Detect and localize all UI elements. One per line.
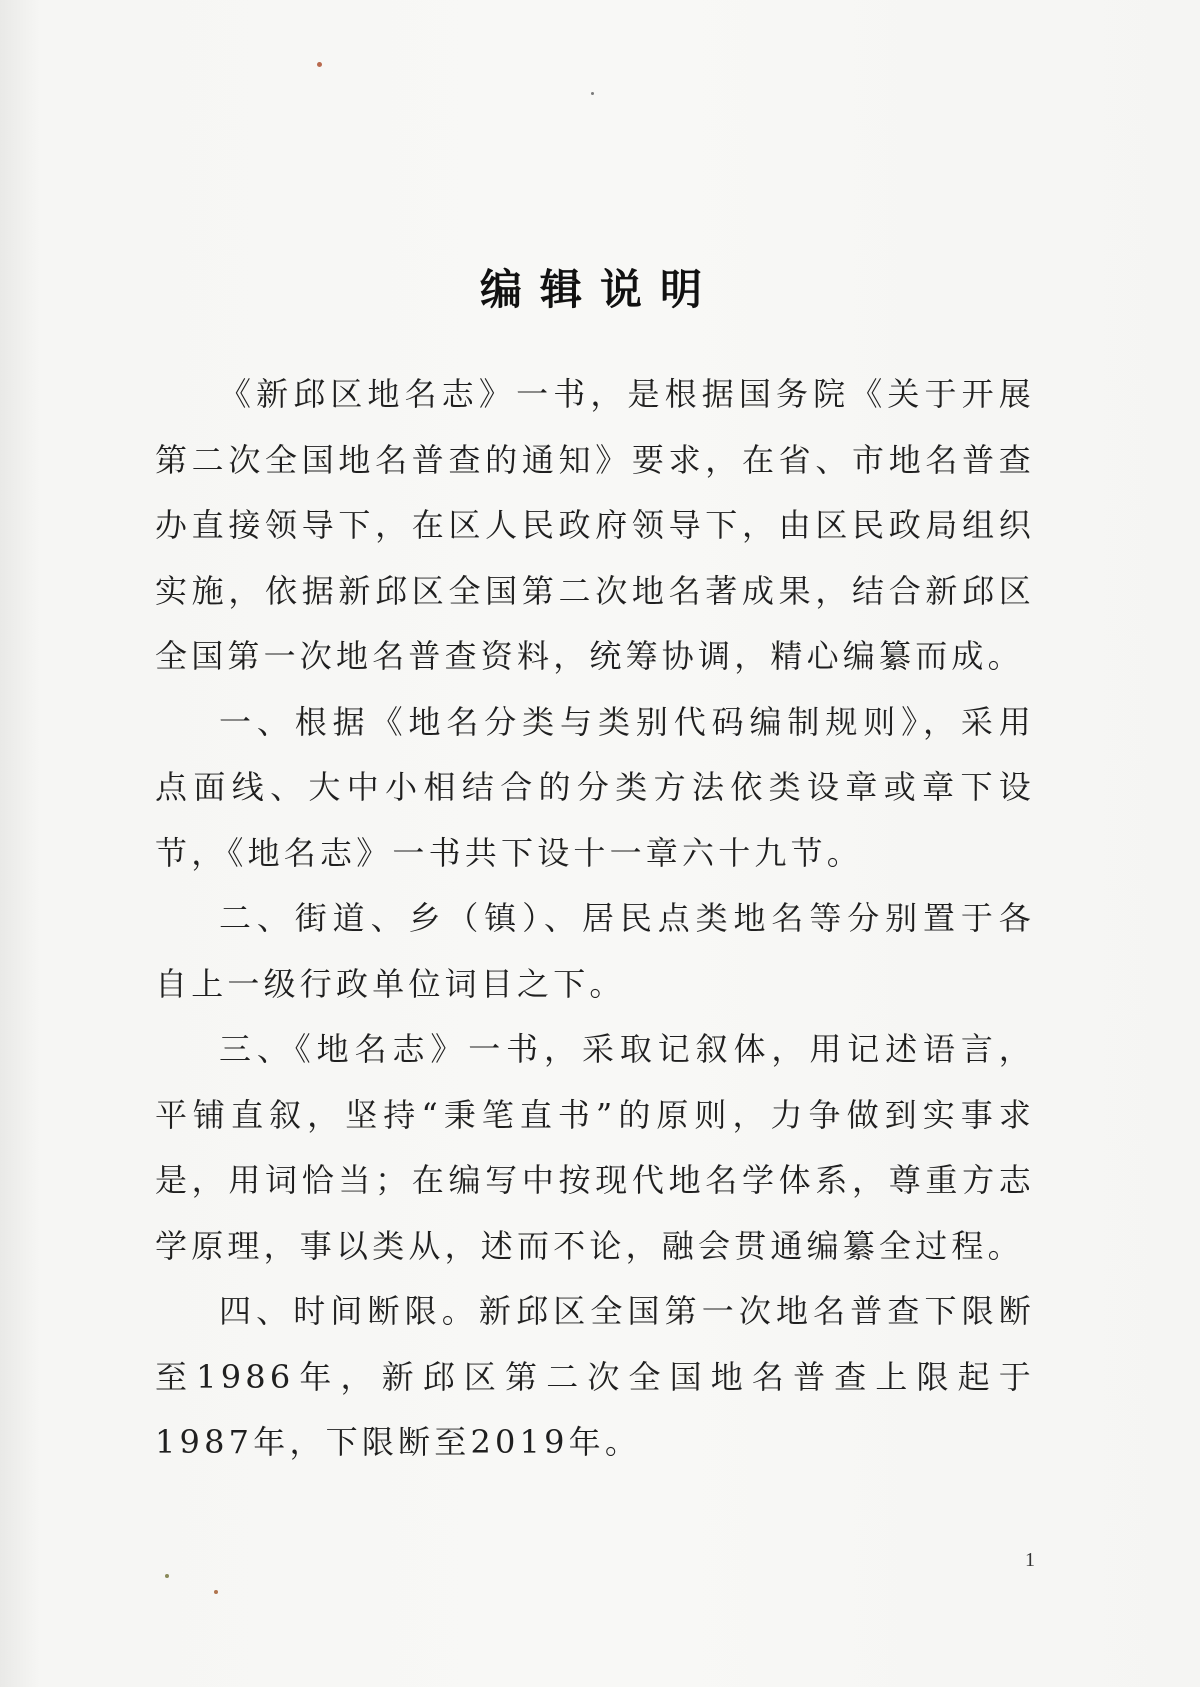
- page-number: 1: [1025, 1549, 1035, 1571]
- paragraph-item-3: 三、《地名志》一书，采取记叙体，用记述语言，平铺直叙，坚持“秉笔直书”的原则，力争做到实事求是，用词恰当；在编写中按现代地名学体系，尊重方志学原理，事以类从，述而不论，融会贯通编纂全过程。: [155, 1030, 1035, 1265]
- scan-speck: [165, 1574, 169, 1578]
- paragraph-intro: 《新邱区地名志》一书，是根据国务院《关于开展第二次全国地名普查的通知》要求，在省、市地名普查办直接领导下，在区人民政府领导下，由区民政局组织实施，依据新邱区全国第二次地名著成果，结合新邱区全国第一次地名普查资料，统筹协调，精心编纂而成。: [155, 375, 1035, 675]
- scan-speck: [591, 92, 594, 95]
- body-text: [155, 362, 1035, 1476]
- scan-speck: [317, 62, 322, 67]
- paragraph-item-1: 一、根据《地名分类与类别代码编制规则》，采用点面线、大中小相结合的分类方法依类设章或章下设节，《地名志》一书共下设十一章六十九节。: [155, 702, 1035, 872]
- page-title: 编辑说明: [479, 265, 720, 315]
- scan-speck: [214, 1590, 218, 1594]
- paragraph-item-2: 二、街道、乡（镇）、居民点类地名等分别置于各自上一级行政单位词目之下。: [155, 899, 1035, 1003]
- paragraph-item-4: 四、时间断限。新邱区全国第一次地名普查下限断至1986年，新邱区第二次全国地名普查上限起于1987年，下限断至2019年。: [155, 1292, 1035, 1461]
